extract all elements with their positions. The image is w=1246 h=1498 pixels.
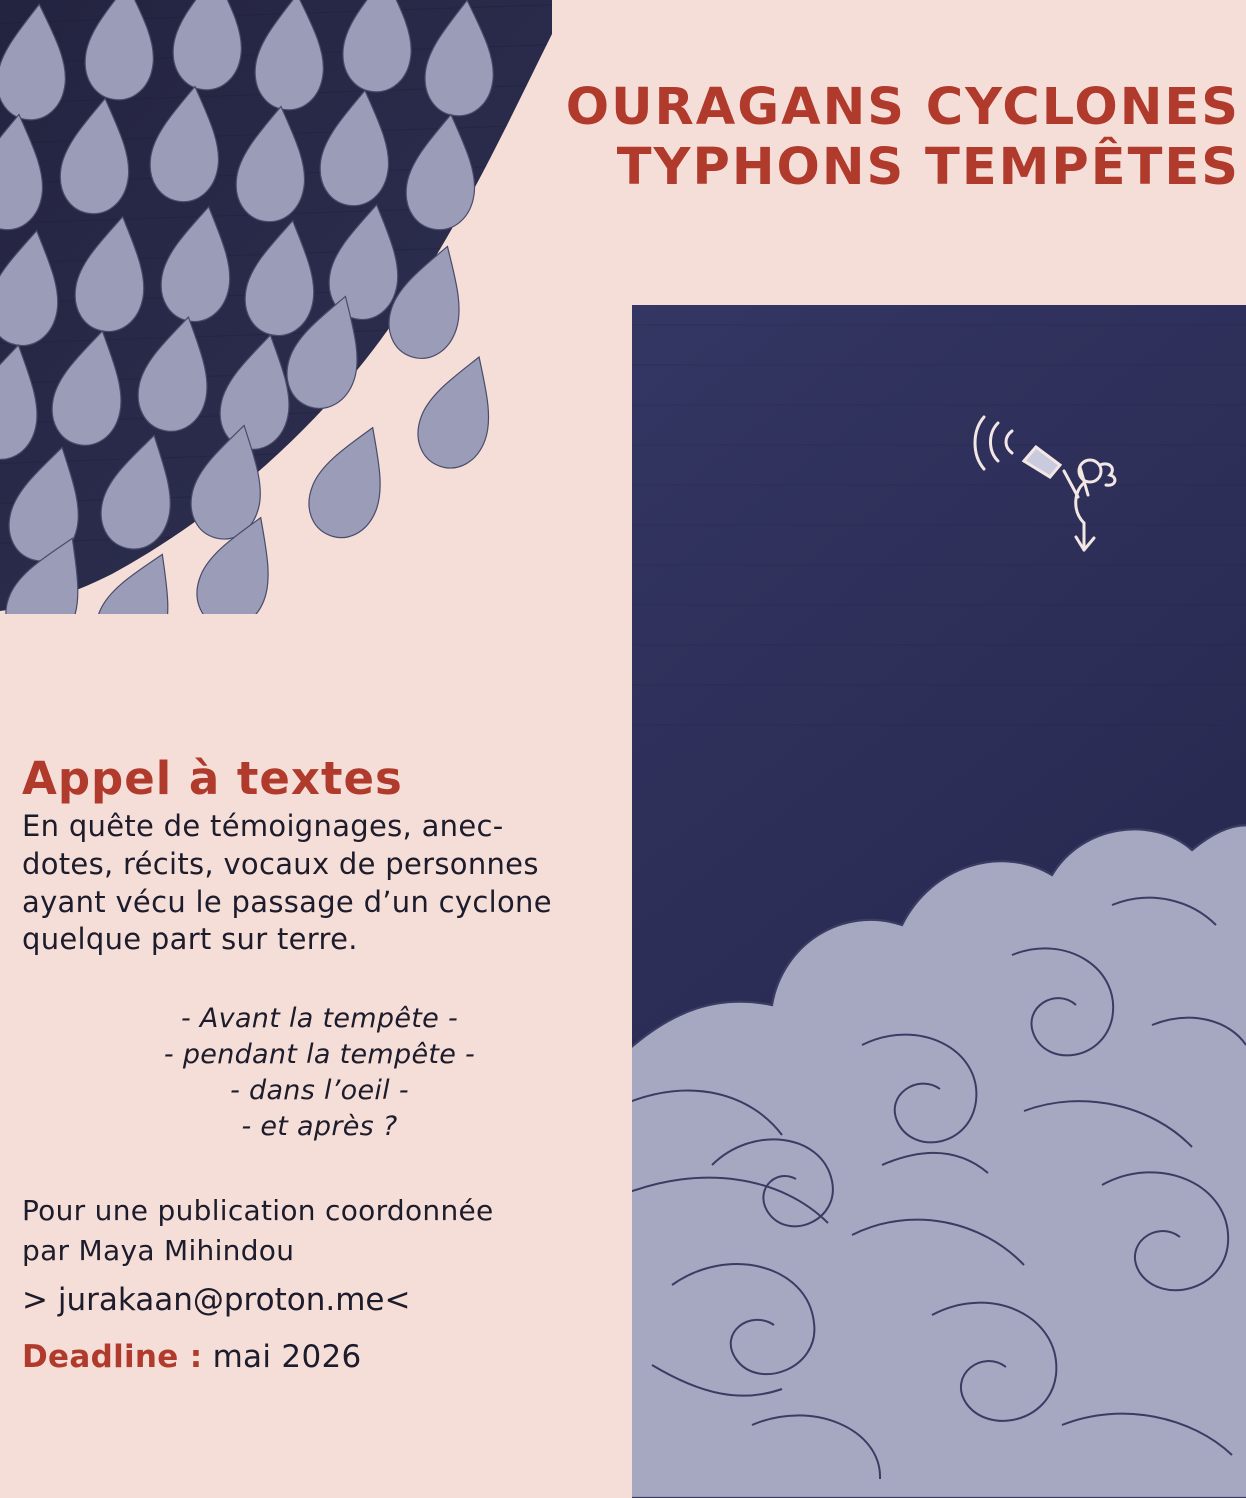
call-paragraph — [22, 808, 617, 959]
call-paragraph-line-1: En quête de témoignages, anec- — [22, 809, 504, 844]
deadline-value: mai 2026 — [212, 1338, 362, 1375]
list-item: - et après ? — [241, 1110, 398, 1142]
call-paragraph-line-3: ayant vécu le passage d’un cyclone — [22, 884, 552, 919]
title-line-2: TYPHONS TEMPÊTES — [616, 138, 1240, 198]
contact-email[interactable]: > jurakaan@proton.me< — [22, 1281, 411, 1318]
call-paragraph-line-4: quelque part sur terre. — [22, 922, 358, 957]
list-item: - dans l’oeil - — [230, 1074, 409, 1106]
list-item: - pendant la tempête - — [163, 1038, 476, 1070]
deadline — [22, 1335, 617, 1380]
credits-block — [22, 1191, 617, 1380]
person-with-megaphone-on-storm-clouds-illustration — [632, 305, 1246, 1498]
deadline-label: Deadline : — [22, 1338, 203, 1375]
call-paragraph-line-2: dotes, récits, vocaux de personnes — [22, 846, 539, 881]
call-for-texts-block — [22, 752, 617, 1380]
publication-line: Pour une publication coordonnée — [22, 1193, 494, 1227]
falling-raindrops-illustration — [0, 0, 572, 614]
storm-stages-list — [22, 1001, 617, 1145]
page-title: Appel à textes — [22, 752, 403, 805]
title-line-1: OURAGANS CYCLONES — [565, 78, 1240, 137]
list-item: - Avant la tempête - — [180, 1003, 458, 1034]
poster-title — [540, 78, 1240, 198]
author-line: par Maya Mihindou — [22, 1234, 295, 1268]
